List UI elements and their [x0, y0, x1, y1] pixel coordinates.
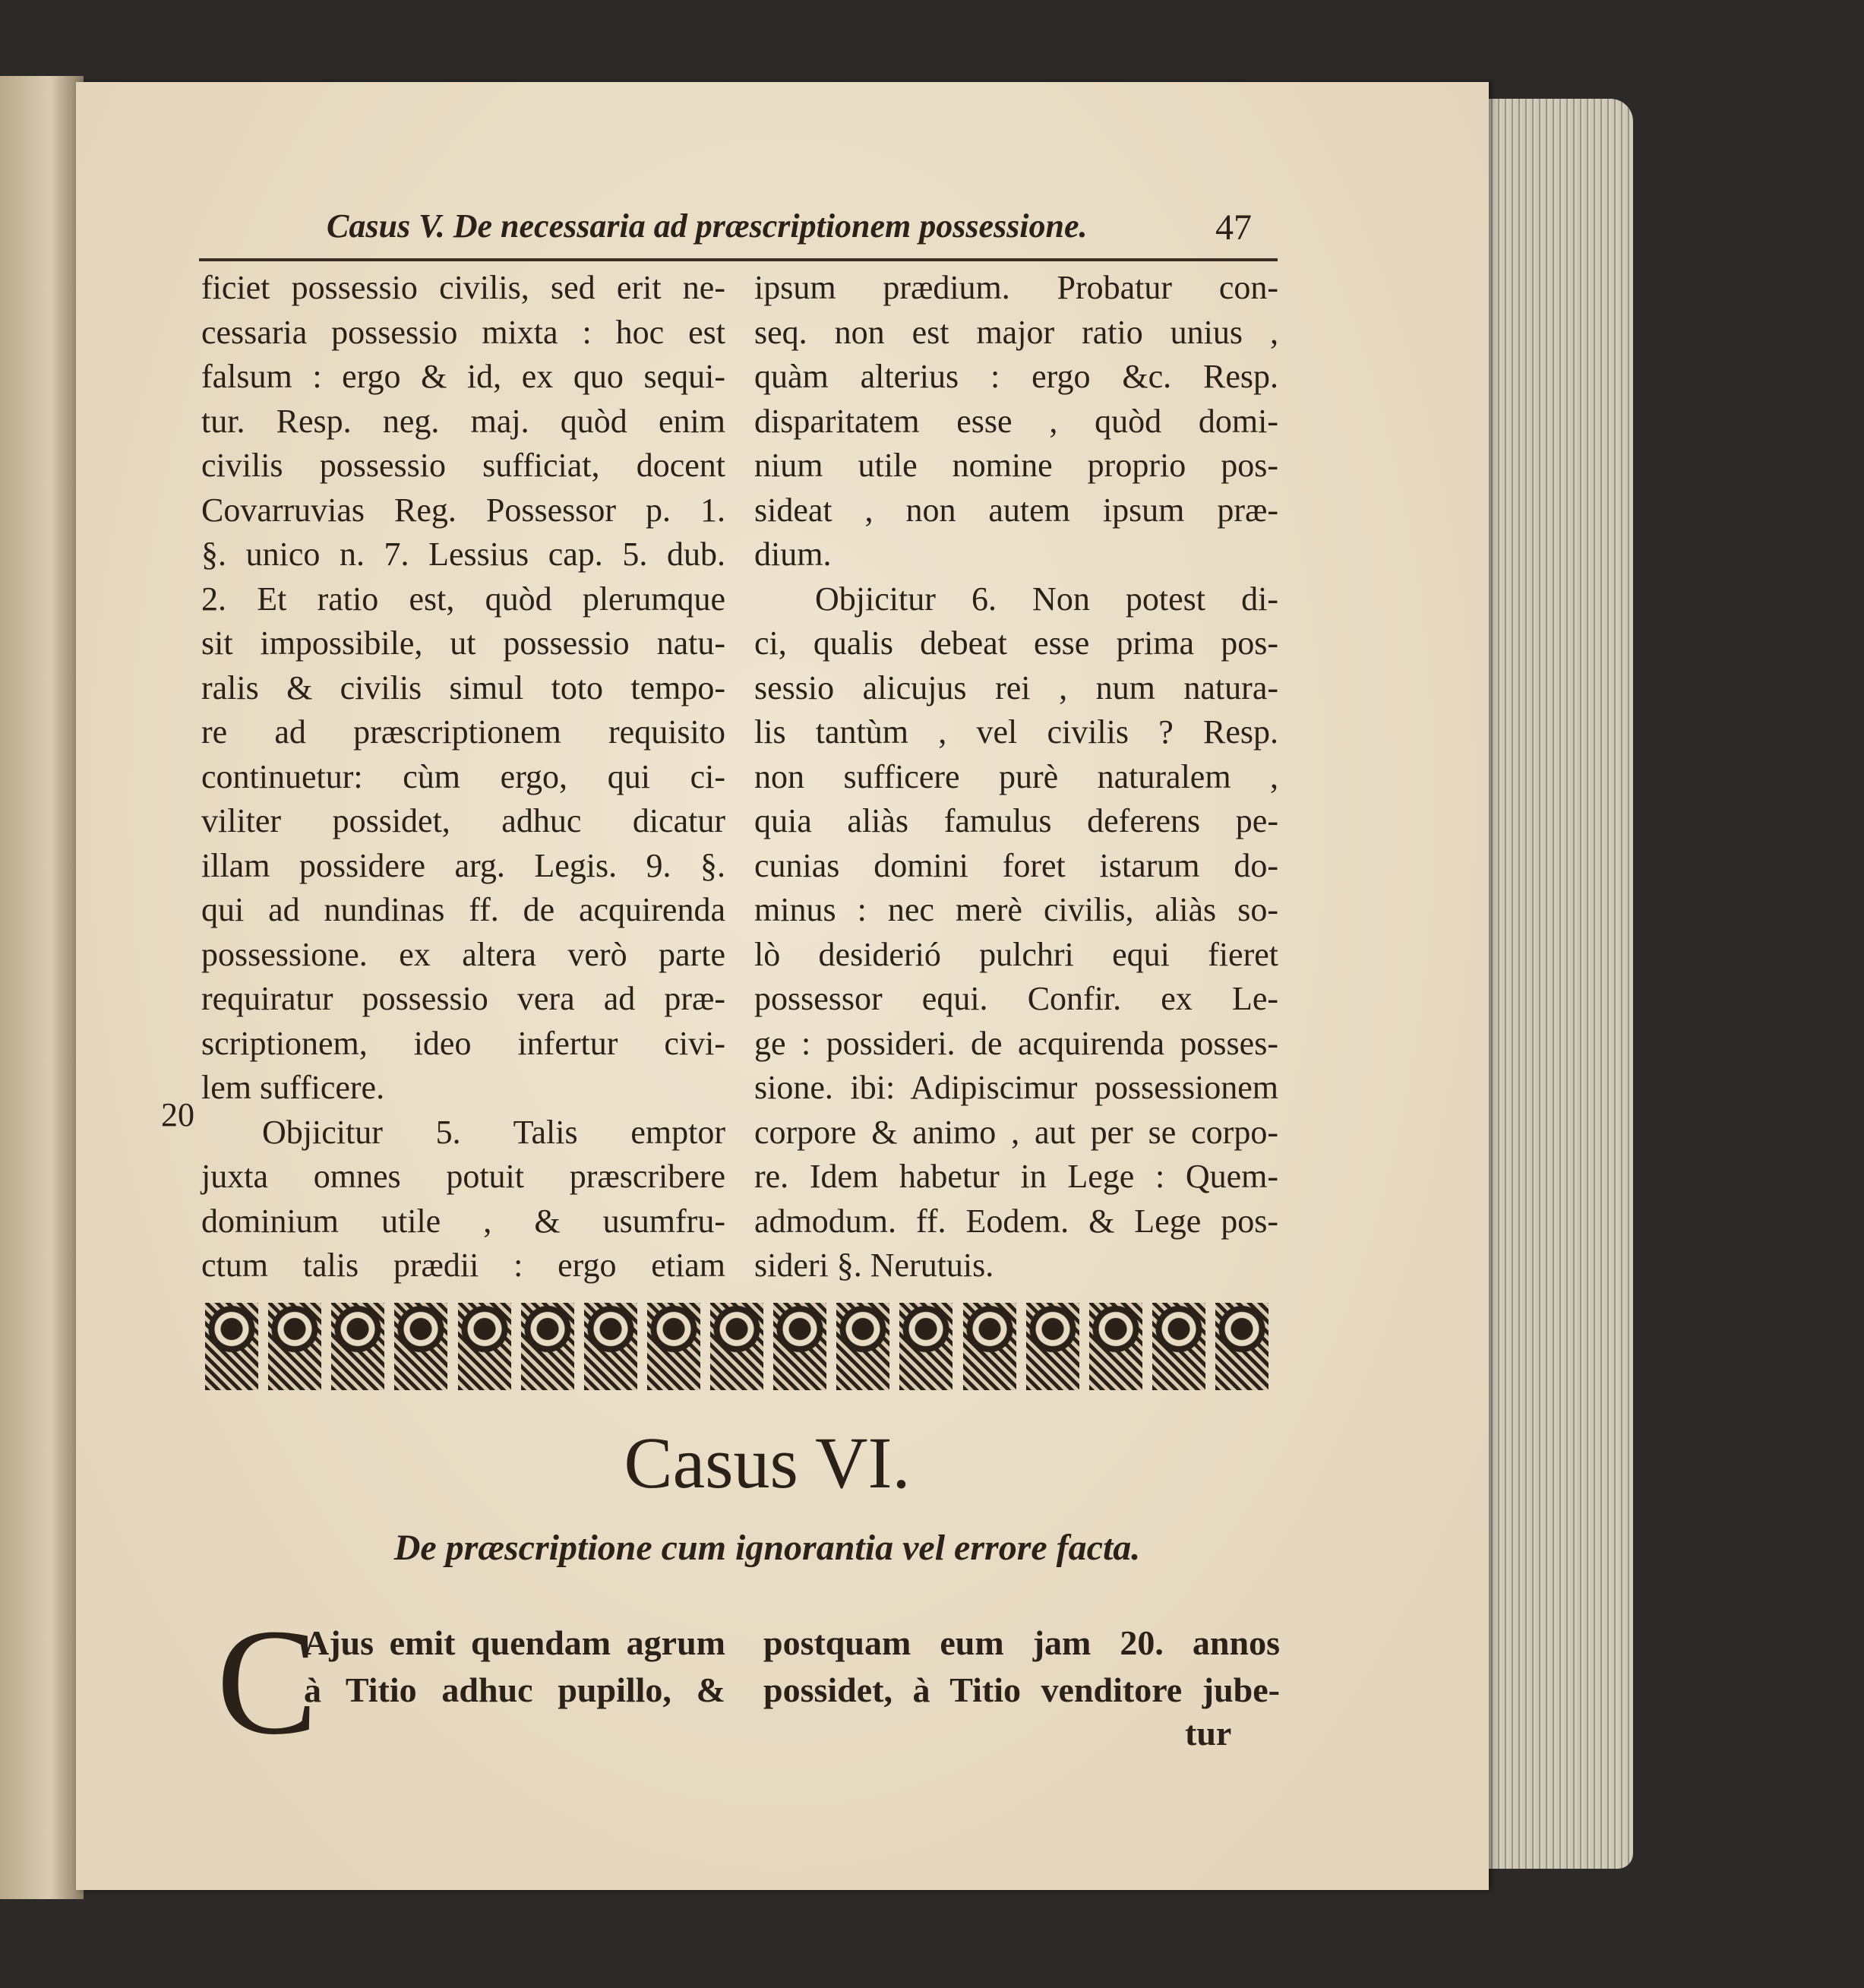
page-number: 47	[1215, 207, 1252, 248]
floral-ornament	[331, 1303, 384, 1390]
text-line: falsum : ergo & id, ex quo sequi-	[201, 358, 725, 395]
text-line: re. Idem habetur in Lege : Quem-	[754, 1158, 1278, 1195]
text-line: sessio alicujus rei , num natura-	[754, 668, 1278, 706]
chapter-title: Casus VI.	[624, 1422, 911, 1503]
text-line: sideat , non autem ipsum præ-	[754, 491, 1278, 529]
floral-ornament	[584, 1303, 637, 1390]
text-line: §. unico n. 7. Lessius cap. 5. dub.	[201, 536, 725, 573]
text-line: non sufficere purè naturalem ,	[754, 757, 1278, 795]
text-line: tur. Resp. neg. maj. quòd enim	[201, 402, 725, 440]
text-line: illam possidere arg. Legis. 9. §.	[201, 846, 725, 884]
margin-line-number: 20	[161, 1096, 194, 1133]
text-line: disparitatem esse , quòd domi-	[754, 402, 1278, 440]
floral-ornament	[836, 1303, 889, 1390]
text-line: 2. Et ratio est, quòd plerumque	[201, 580, 725, 618]
text-line: minus : nec merè civilis, aliàs so-	[754, 891, 1278, 928]
text-line: admodum. ff. Eodem. & Lege pos-	[754, 1202, 1278, 1240]
text-line: ficiet possessio civilis, sed erit ne-	[201, 269, 725, 306]
text-line: quàm alterius : ergo &c. Resp.	[754, 358, 1278, 395]
floral-ornament	[1152, 1303, 1205, 1390]
catchword: tur	[1185, 1714, 1232, 1753]
floral-ornament	[1026, 1303, 1079, 1390]
text-line: sideri §. Nerutuis.	[754, 1247, 994, 1284]
text-line: lis tantùm , vel civilis ? Resp.	[754, 713, 1278, 751]
text-line: Objicitur 5. Talis emptor	[262, 1113, 725, 1151]
running-title: Casus V. De necessaria ad præscriptionem possessione.	[327, 207, 1088, 245]
text-line: Covarruvias Reg. Possessor p. 1.	[201, 491, 725, 529]
text-line: sione. ibi: Adipiscimur possessionem	[754, 1069, 1278, 1106]
floral-ornament	[963, 1303, 1016, 1390]
text-line: postquam eum jam 20. annos	[763, 1623, 1280, 1662]
text-line: re ad præscriptionem requisito	[201, 713, 725, 751]
text-line: ctum talis prædii : ergo etiam	[201, 1247, 725, 1284]
text-line: corpore & animo , aut per se corpo-	[754, 1113, 1278, 1151]
text-line: requiratur possessio vera ad præ-	[201, 980, 725, 1017]
ornamental-band	[205, 1303, 1268, 1390]
facing-page-edge	[0, 76, 84, 1899]
floral-ornament	[458, 1303, 511, 1390]
text-line: cunias domini foret istarum do-	[754, 846, 1278, 884]
chapter-subtitle: De præscriptione cum ignorantia vel errore facta.	[393, 1528, 1141, 1568]
left-column	[201, 266, 725, 1288]
text-line: quia aliàs famulus deferens pe-	[754, 802, 1278, 839]
floral-ornament	[647, 1303, 700, 1390]
text-line: possessor equi. Confir. ex Le-	[754, 980, 1278, 1017]
right-column	[754, 266, 1278, 1288]
floral-ornament	[521, 1303, 574, 1390]
text-line: lem sufficere.	[201, 1069, 385, 1106]
text-line: dium.	[754, 536, 832, 573]
floral-ornament	[268, 1303, 321, 1390]
text-line: possessione. ex altera verò parte	[201, 935, 725, 973]
text-line: ci, qualis debeat esse prima pos-	[754, 624, 1278, 662]
text-line: seq. non est major ratio unius ,	[754, 313, 1278, 351]
floral-ornament	[1089, 1303, 1142, 1390]
floral-ornament	[205, 1303, 258, 1390]
text-line: lò desiderió pulchri equi fieret	[754, 935, 1278, 973]
text-line: à Titio adhuc pupillo, &	[304, 1670, 725, 1709]
text-line: civilis possessio sufficiat, docent	[201, 447, 725, 484]
text-line: ge : possideri. de acquirenda posses-	[754, 1024, 1278, 1062]
text-line: sit impossibile, ut possessio natu-	[201, 624, 725, 662]
text-line: continuetur: cùm ergo, qui ci-	[201, 757, 725, 795]
drop-cap: C	[216, 1598, 318, 1766]
text-line: juxta omnes potuit præscribere	[201, 1158, 725, 1195]
text-line: ralis & civilis simul toto tempo-	[201, 668, 725, 706]
floral-ornament	[710, 1303, 763, 1390]
text-line: Ajus emit quendam agrum	[304, 1623, 725, 1662]
text-line: scriptionem, ideo infertur civi-	[201, 1024, 725, 1062]
text-line: Objicitur 6. Non potest di-	[815, 580, 1278, 618]
floral-ornament	[899, 1303, 953, 1390]
text-line: ipsum prædium. Probatur con-	[754, 269, 1278, 306]
text-line: viliter possidet, adhuc dicatur	[201, 802, 725, 839]
page-edges	[1481, 99, 1633, 1869]
text-line: dominium utile , & usumfru-	[201, 1202, 725, 1240]
floral-ornament	[394, 1303, 447, 1390]
text-line: nium utile nomine proprio pos-	[754, 447, 1278, 484]
floral-ornament	[1215, 1303, 1268, 1390]
floral-ornament	[773, 1303, 826, 1390]
paragraph-left	[304, 1620, 725, 1714]
paragraph-right	[763, 1620, 1280, 1714]
text-line: cessaria possessio mixta : hoc est	[201, 313, 725, 351]
text-line: qui ad nundinas ff. de acquirenda	[201, 891, 725, 928]
header-rule	[199, 258, 1278, 261]
text-line: possidet, à Titio venditore jube-	[763, 1670, 1280, 1709]
